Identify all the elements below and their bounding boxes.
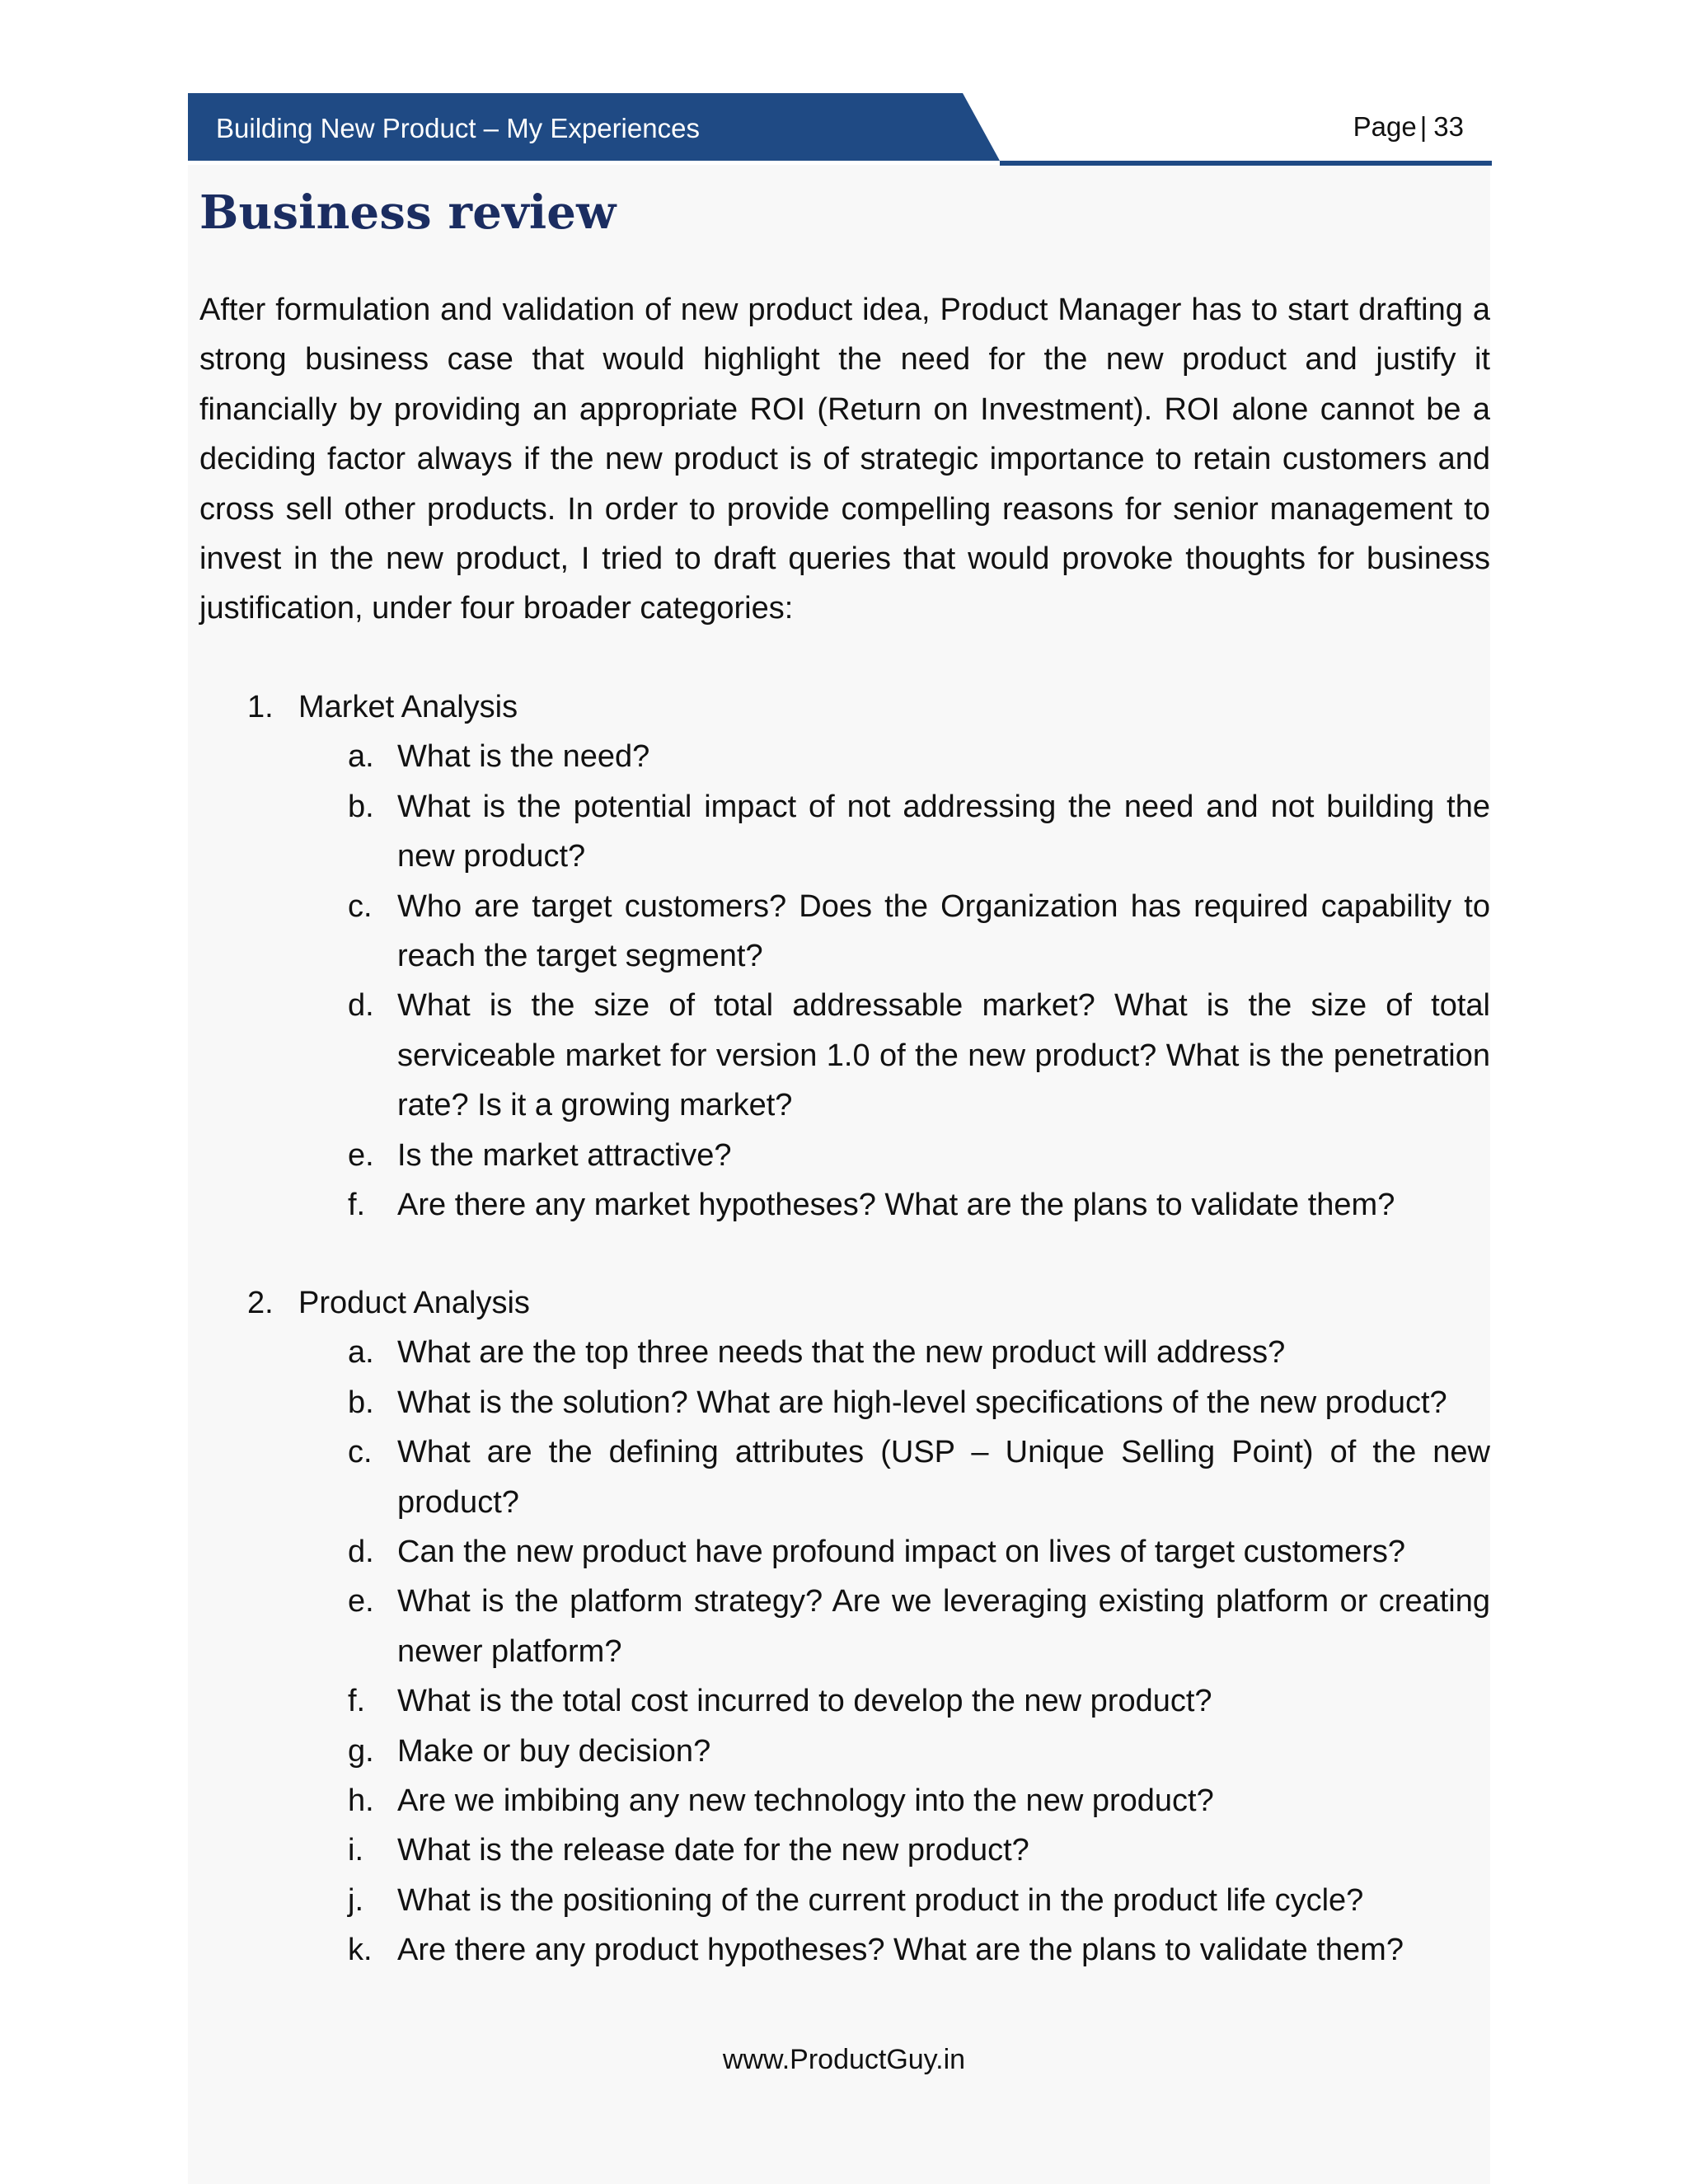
item-letter: d. xyxy=(348,1535,374,1570)
list-item xyxy=(348,1378,1490,1427)
item-text: Can the new product have profound impact on lives of target customers? xyxy=(397,1535,1406,1570)
page-separator: | xyxy=(1419,111,1428,142)
list-item xyxy=(348,1776,1490,1825)
item-text: What are the top three needs that the new product will address? xyxy=(397,1335,1286,1371)
item-letter: j. xyxy=(348,1882,363,1918)
item-letter: g. xyxy=(348,1733,374,1769)
item-letter: i. xyxy=(348,1833,363,1868)
section-title: Business review xyxy=(199,185,617,240)
list-item xyxy=(348,1876,1490,1925)
item-text: Is the market attractive? xyxy=(397,1137,732,1173)
header-underline xyxy=(1000,161,1492,166)
page-header xyxy=(188,93,1492,167)
item-letter: c. xyxy=(348,1435,373,1470)
page-number: 33 xyxy=(1433,111,1464,142)
list-item xyxy=(348,1527,1490,1577)
header-title: Building New Product – My Experiences xyxy=(216,113,700,143)
item-letter: e. xyxy=(348,1584,374,1619)
list-item xyxy=(348,1825,1490,1875)
category-number: 1. xyxy=(247,690,274,724)
item-text: What are the defining attributes (USP – Unique Selling Point) of the new product? xyxy=(397,1435,1490,1520)
market-analysis-questions xyxy=(247,732,1490,1230)
item-text: What is the positioning of the current product in the product life cycle? xyxy=(397,1882,1364,1918)
item-letter: d. xyxy=(348,988,374,1024)
list-item xyxy=(348,981,1490,1130)
item-text: What is the solution? What are high-level specifications of the new product? xyxy=(397,1385,1447,1420)
product-analysis-questions xyxy=(247,1328,1490,1975)
list-item xyxy=(348,1727,1490,1776)
category-market-analysis xyxy=(247,682,1490,1230)
item-text: Are we imbibing any new technology into the new product? xyxy=(397,1783,1214,1819)
item-text: What is the potential impact of not addressing the need and not building the new product? xyxy=(397,789,1490,874)
category-heading xyxy=(247,682,1490,732)
item-text: Are there any product hypotheses? What are the plans to validate them? xyxy=(397,1933,1404,1968)
category-title: Market Analysis xyxy=(298,690,518,724)
category-title: Product Analysis xyxy=(298,1286,530,1320)
list-item xyxy=(348,732,1490,781)
item-text: What is the release date for the new product? xyxy=(397,1833,1029,1868)
item-text: What is the platform strategy? Are we leveraging existing platform or creating newer platform? xyxy=(397,1584,1490,1669)
item-letter: f. xyxy=(348,1684,366,1719)
item-text: What is the size of total addressable market? What is the size of total serviceable market for version 1.0 of the new product? What is the penetration rate? Is it a growing market? xyxy=(397,988,1490,1123)
item-text: Are there any market hypotheses? What are the plans to validate them? xyxy=(397,1188,1395,1223)
item-letter: b. xyxy=(348,1385,374,1420)
list-item xyxy=(348,1328,1490,1377)
item-text: Who are target customers? Does the Organization has required capability to reach the target segment? xyxy=(397,888,1490,974)
page-number-label xyxy=(1353,111,1464,143)
item-letter: a. xyxy=(348,1335,374,1371)
item-letter: k. xyxy=(348,1933,373,1968)
page-label: Page xyxy=(1353,111,1417,142)
category-product-analysis xyxy=(247,1278,1490,1975)
list-item xyxy=(348,1925,1490,1975)
footer-website: www.ProductGuy.in xyxy=(722,2044,966,2075)
list-item xyxy=(348,782,1490,882)
intro-paragraph: After formulation and validation of new product idea, Product Manager has to start drafting a strong business case that would highlight the need for the new product and justify it financially by providing an appropriate ROI (Return on Investment). ROI alone cannot be a deciding factor always if the new product is of strategic importance to retain customers and cross sell other products. In order to provide compelling reasons for senior management to invest in the new product, I tried to draft queries that would provoke thoughts for business justification, under four broader categories: xyxy=(199,293,1490,626)
list-item xyxy=(348,1676,1490,1726)
item-letter: a. xyxy=(348,739,374,775)
list-item xyxy=(348,1131,1490,1180)
item-letter: h. xyxy=(348,1783,374,1819)
item-text: Make or buy decision? xyxy=(397,1733,711,1769)
list-item xyxy=(348,882,1490,982)
list-item xyxy=(348,1427,1490,1527)
list-item xyxy=(348,1577,1490,1676)
category-number: 2. xyxy=(247,1286,274,1320)
item-letter: e. xyxy=(348,1137,374,1173)
item-text: What is the need? xyxy=(397,739,650,775)
list-item xyxy=(348,1180,1490,1230)
item-letter: f. xyxy=(348,1188,366,1223)
item-letter: c. xyxy=(348,888,373,924)
category-heading xyxy=(247,1278,1490,1328)
item-text: What is the total cost incurred to develop the new product? xyxy=(397,1684,1212,1719)
item-letter: b. xyxy=(348,789,374,824)
